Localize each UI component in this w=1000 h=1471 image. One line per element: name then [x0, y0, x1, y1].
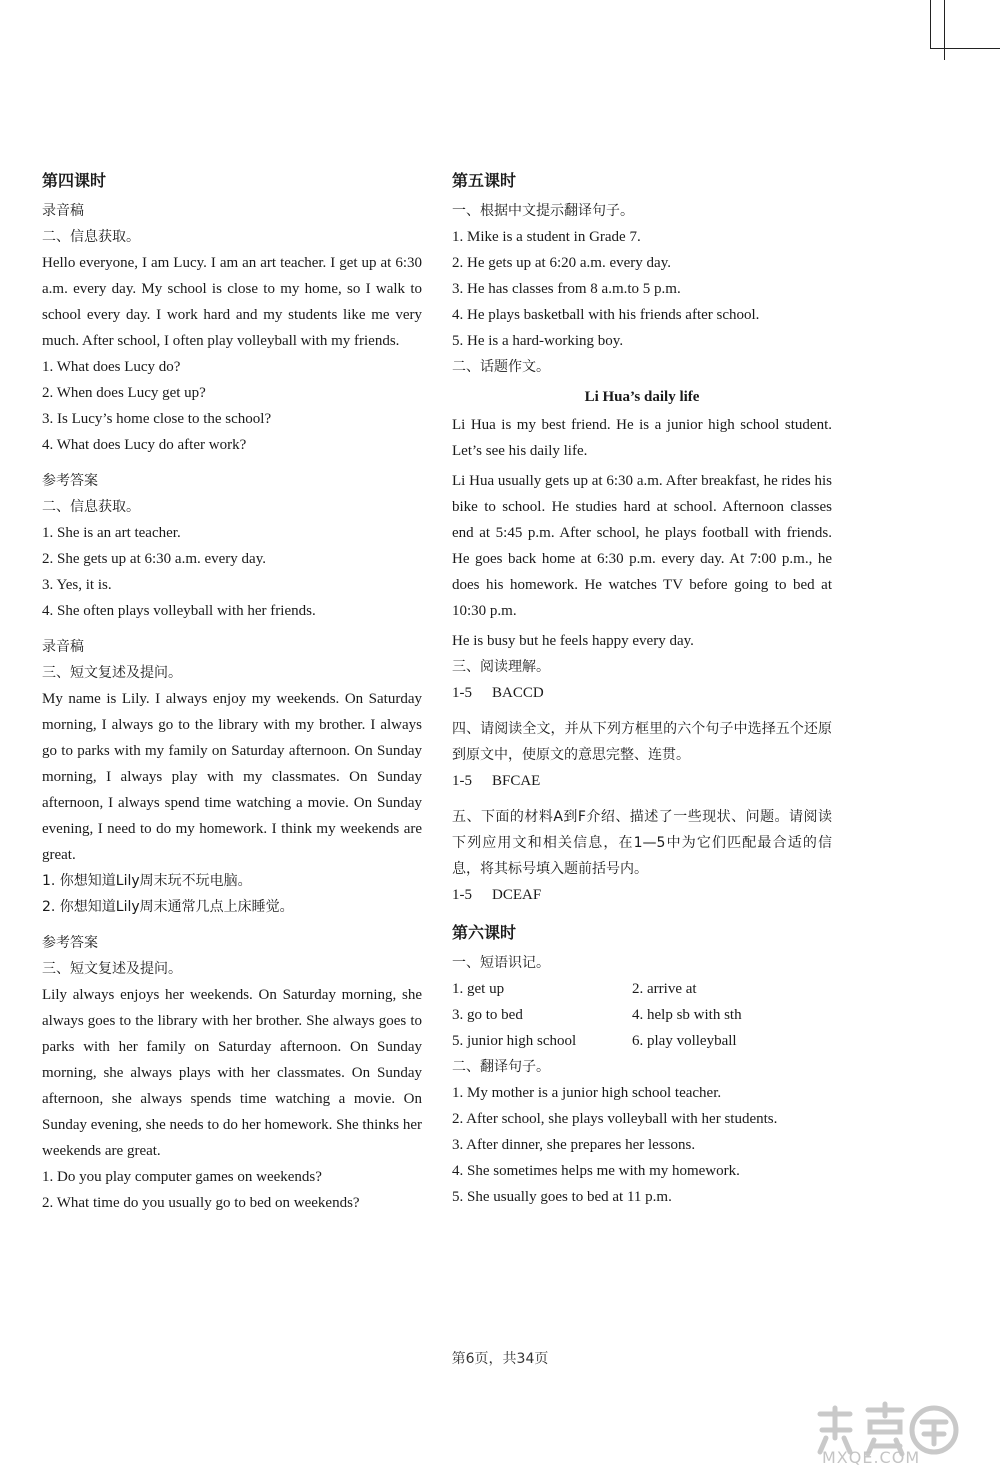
- answer-range: 1-5: [452, 685, 472, 701]
- sentence-item: 1. My mother is a junior high school teacher.: [452, 1085, 722, 1101]
- answer-range: 1-5: [452, 773, 472, 789]
- section-title: 第六课时: [452, 923, 517, 942]
- phrase-item: 1. get up: [452, 981, 505, 997]
- answer-line: [452, 680, 832, 706]
- right-column: [452, 170, 832, 1210]
- block-label: 录音稿: [42, 639, 84, 655]
- sentence-item: 3. After dinner, she prepares her lessons.: [452, 1137, 696, 1153]
- crop-mark: [930, 48, 1000, 49]
- question-item: 2. When does Lucy get up?: [42, 385, 206, 401]
- subheading: 三、阅读理解。: [452, 659, 550, 675]
- question-item: 3. Is Lucy’s home close to the school?: [42, 411, 272, 427]
- essay-paragraph: He is busy but he feels happy every day.: [452, 633, 694, 649]
- block-label: 参考答案: [42, 473, 98, 489]
- answer-item: 4. She often plays volleyball with her friends.: [42, 603, 316, 619]
- essay-paragraph: Li Hua is my best friend. He is a junior high school student. Let’s see his daily life.: [452, 417, 832, 459]
- answer-line: [452, 882, 832, 908]
- sentence-item: 4. He plays basketball with his friends after school.: [452, 307, 760, 323]
- section-title: 第四课时: [42, 171, 107, 190]
- sentence-item: 2. He gets up at 6:20 a.m. every day.: [452, 255, 671, 271]
- subheading: 五、下面的材料A到F介绍、描述了一些现状、问题。请阅读下列应用文和相关信息，在1—5中为它们匹配最合适的信息，将其标号填入题前括号内。: [452, 809, 832, 877]
- listening-script: Hello everyone, I am Lucy. I am an art teacher. I get up at 6:30 a.m. every day. My school is close to my home, so I walk to school every day. I work hard and my students like me very much. After school, I often play volleyball with my friends.: [42, 255, 422, 349]
- sentence-item: 4. She sometimes helps me with my homework.: [452, 1163, 740, 1179]
- sentence-item: 2. After school, she plays volleyball with her students.: [452, 1111, 778, 1127]
- watermark-site: MXQE.COM: [822, 1448, 921, 1467]
- block-label: 参考答案: [42, 935, 98, 951]
- answer-item: 1. She is an art teacher.: [42, 525, 181, 541]
- subheading: 三、短文复述及提问。: [42, 961, 182, 977]
- answer-key: BACCD: [492, 685, 544, 701]
- task-item: 1. 你想知道Lily周末玩不玩电脑。: [42, 873, 252, 889]
- answer-key: DCEAF: [492, 887, 542, 903]
- listening-script: My name is Lily. I always enjoy my weekends. On Saturday morning, I always go to the library with my brother. I always go to parks with my family on Saturday afternoon. On Sunday morning, I always play with my classmates. On Sunday afternoon, I always spend time watching a movie. On Sunday evening, I need to do my homework. I think my weekends are great.: [42, 691, 422, 863]
- sentence-item: 1. Mike is a student in Grade 7.: [452, 229, 641, 245]
- crop-mark: [930, 0, 931, 48]
- subheading: 三、短文复述及提问。: [42, 665, 182, 681]
- section-title: 第五课时: [452, 171, 517, 190]
- answer-item: 2. She gets up at 6:30 a.m. every day.: [42, 551, 266, 567]
- crop-mark: [944, 0, 945, 60]
- subheading: 二、信息获取。: [42, 499, 140, 515]
- answer-range: 1-5: [452, 887, 472, 903]
- answer-item: 2. What time do you usually go to bed on weekends?: [42, 1195, 360, 1211]
- subheading: 二、话题作文。: [452, 359, 550, 375]
- phrase-grid: [452, 976, 832, 1054]
- sentence-item: 3. He has classes from 8 a.m.to 5 p.m.: [452, 281, 681, 297]
- subheading: 四、请阅读全文，并从下列方框里的六个句子中选择五个还原到原文中，使原文的意思完整、连贯。: [452, 721, 832, 763]
- task-item: 2. 你想知道Lily周末通常几点上床睡觉。: [42, 899, 294, 915]
- subheading: 一、短语识记。: [452, 955, 550, 971]
- page-number: 第6页，共34页: [451, 1351, 549, 1367]
- answer-key: BFCAE: [492, 773, 541, 789]
- subheading: 二、信息获取。: [42, 229, 140, 245]
- phrase-item: 6. play volleyball: [632, 1033, 737, 1049]
- left-column: [42, 170, 422, 1216]
- block-label: 录音稿: [42, 203, 84, 219]
- answer-item: 3. Yes, it is.: [42, 577, 112, 593]
- question-item: 1. What does Lucy do?: [42, 359, 181, 375]
- essay-paragraph: Li Hua usually gets up at 6:30 a.m. After breakfast, he rides his bike to school. He studies hard at school. Afternoon classes end at 5:45 p.m. After school, he plays football with friends. He goes back home at 6:30 p.m. every day. At 7:00 p.m., he does his homework. He watches TV before going to bed at 10:30 p.m.: [452, 473, 832, 619]
- phrase-item: 4. help sb with sth: [632, 1007, 742, 1023]
- answer-item: 1. Do you play computer games on weekends?: [42, 1169, 322, 1185]
- subheading: 二、翻译句子。: [452, 1059, 550, 1075]
- sentence-item: 5. She usually goes to bed at 11 p.m.: [452, 1189, 672, 1205]
- answer-line: [452, 768, 832, 794]
- essay-title: Li Hua’s daily life: [584, 389, 700, 405]
- phrase-item: 3. go to bed: [452, 1007, 523, 1023]
- sentence-item: 5. He is a hard-working boy.: [452, 333, 624, 349]
- question-item: 4. What does Lucy do after work?: [42, 437, 247, 453]
- answer-paragraph: Lily always enjoys her weekends. On Saturday morning, she always goes to the library with her brother. She always goes to parks with her family on Saturday afternoon. On Sunday morning, she always plays with her classmates. On Sunday afternoon, she always spends time watching a movie. On Sunday evening, she needs to do her homework. She thinks her weekends are great.: [42, 987, 422, 1159]
- subheading: 一、根据中文提示翻译句子。: [452, 203, 634, 219]
- phrase-item: 2. arrive at: [632, 981, 697, 997]
- phrase-item: 5. junior high school: [452, 1033, 577, 1049]
